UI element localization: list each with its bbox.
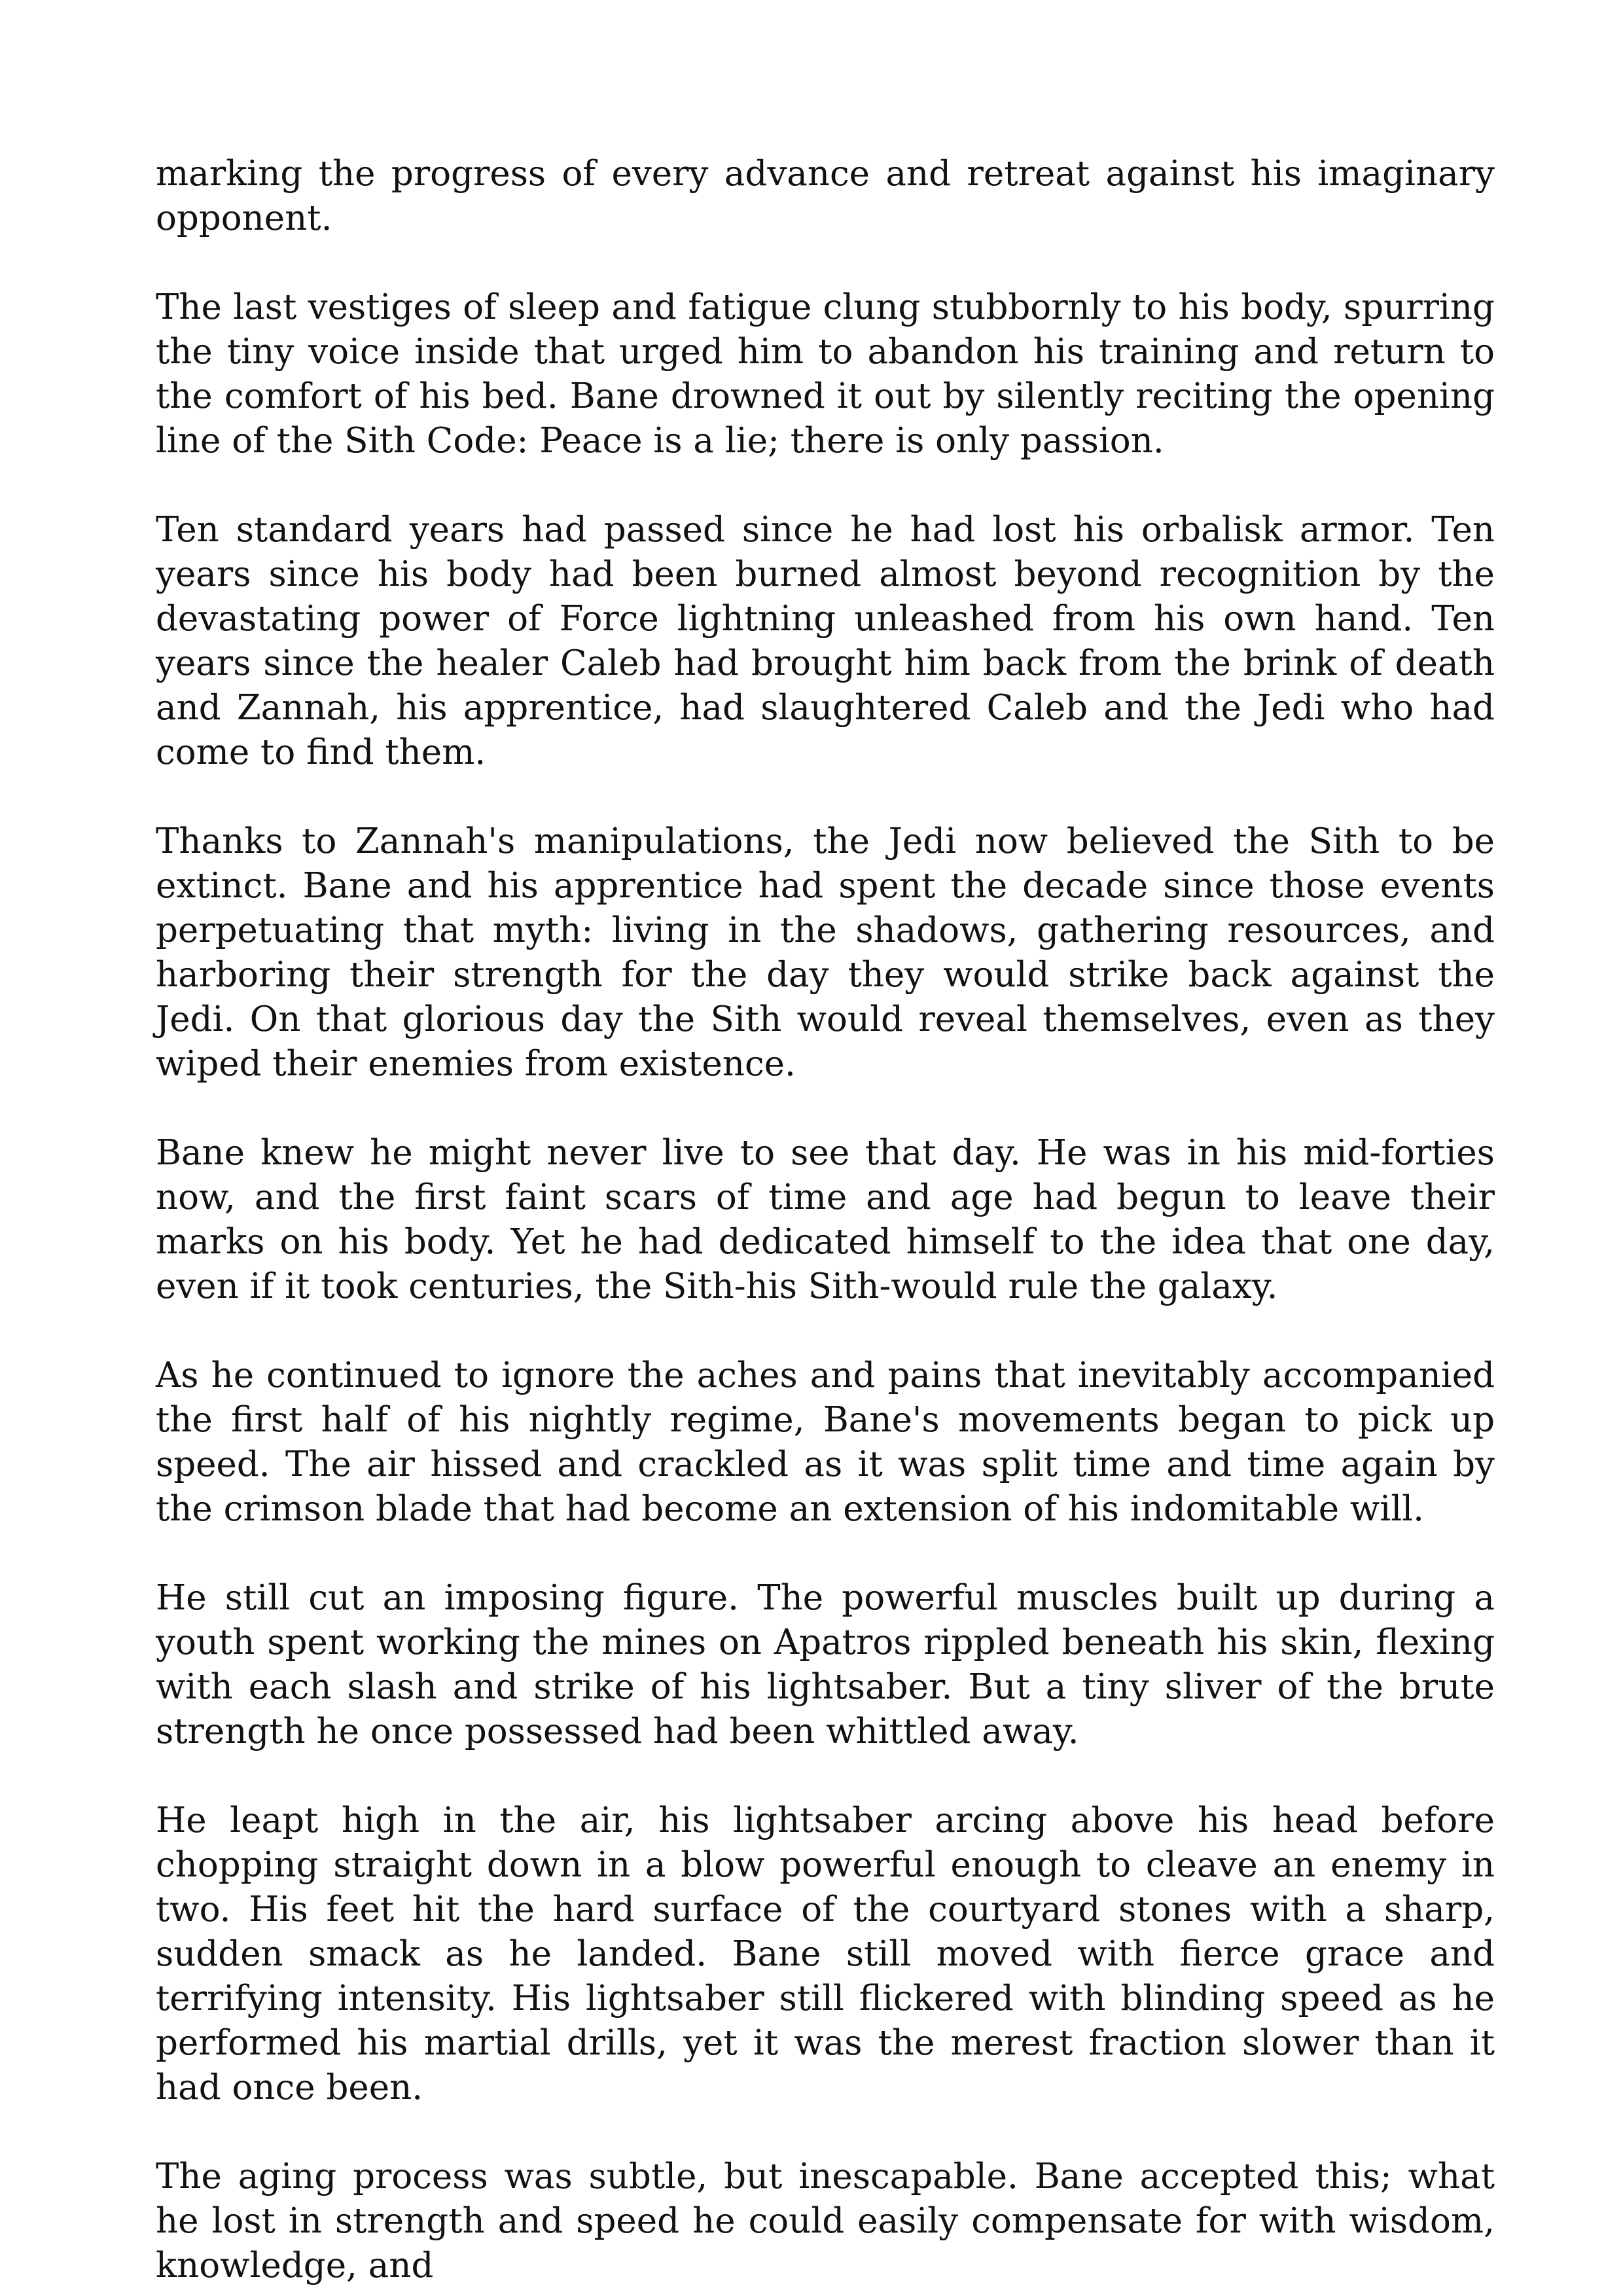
paragraph-7: He still cut an imposing figure. The powerful muscles built up during a youth spent working the mines on Apatros rippled beneath his skin, flexing with each slash and strike of his lightsaber. But a tiny sliver of the brute strength he once possessed had been whittled away. [156, 1578, 1495, 1751]
paragraph-5: Bane knew he might never live to see that day. He was in his mid-forties now, and the first faint scars of time and age had begun to leave their marks on his body. Yet he had dedicated himself to the idea that one day, even if it took centuries, the Sith-his Sith-would rule the galaxy. [156, 1133, 1495, 1306]
paragraph-6: As he continued to ignore the aches and pains that inevitably accompanied the first half of his nightly regime, Bane's movements began to pick up speed. The air hissed and crackled as it was split time and time again by the crimson blade that had become an extension of his indomitable will. [156, 1355, 1495, 1529]
paragraph-3: Ten standard years had passed since he had lost his orbalisk armor. Ten years since his body had been burned almost beyond recognition by the devastating power of Force lightning unleashed from his own hand. Ten years since the healer Caleb had brought him back from the brink of death and Zannah, his apprentice, had slaughtered Caleb and the Jedi who had come to find them. [156, 510, 1495, 772]
paragraph-9: The aging process was subtle, but inescapable. Bane accepted this; what he lost in strength and speed he could easily compensate for with wisdom, knowledge, and [156, 2157, 1495, 2286]
paragraph-2: The last vestiges of sleep and fatigue clung stubbornly to his body, spurring the tiny voice inside that urged him to abandon his training and return to the comfort of his bed. Bane drowned it out by silently reciting the opening line of the Sith Code: Peace is a lie; there is only passion. [156, 287, 1495, 461]
paragraph-1: marking the progress of every advance and retreat against his imaginary opponent. [156, 154, 1495, 238]
paragraph-4: Thanks to Zannah's manipulations, the Jedi now believed the Sith to be extinct. Bane and his apprentice had spent the decade since those events perpetuating that myth: living in the shadows, gathering resources, and harboring their strength for the day they would strike back against the Jedi. On that glorious day the Sith would reveal themselves, even as they wiped their enemies from existence. [156, 821, 1495, 1084]
paragraph-8: He leapt high in the air, his lightsaber arcing above his head before chopping straight down in a blow powerful enough to cleave an enemy in two. His feet hit the hard surface of the courtyard stones with a sharp, sudden smack as he landed. Bane still moved with fierce grace and terrifying intensity. His lightsaber still flickered with blinding speed as he performed his martial drills, yet it was the merest fraction slower than it had once been. [156, 1801, 1495, 2108]
document-page [156, 152, 1495, 2288]
